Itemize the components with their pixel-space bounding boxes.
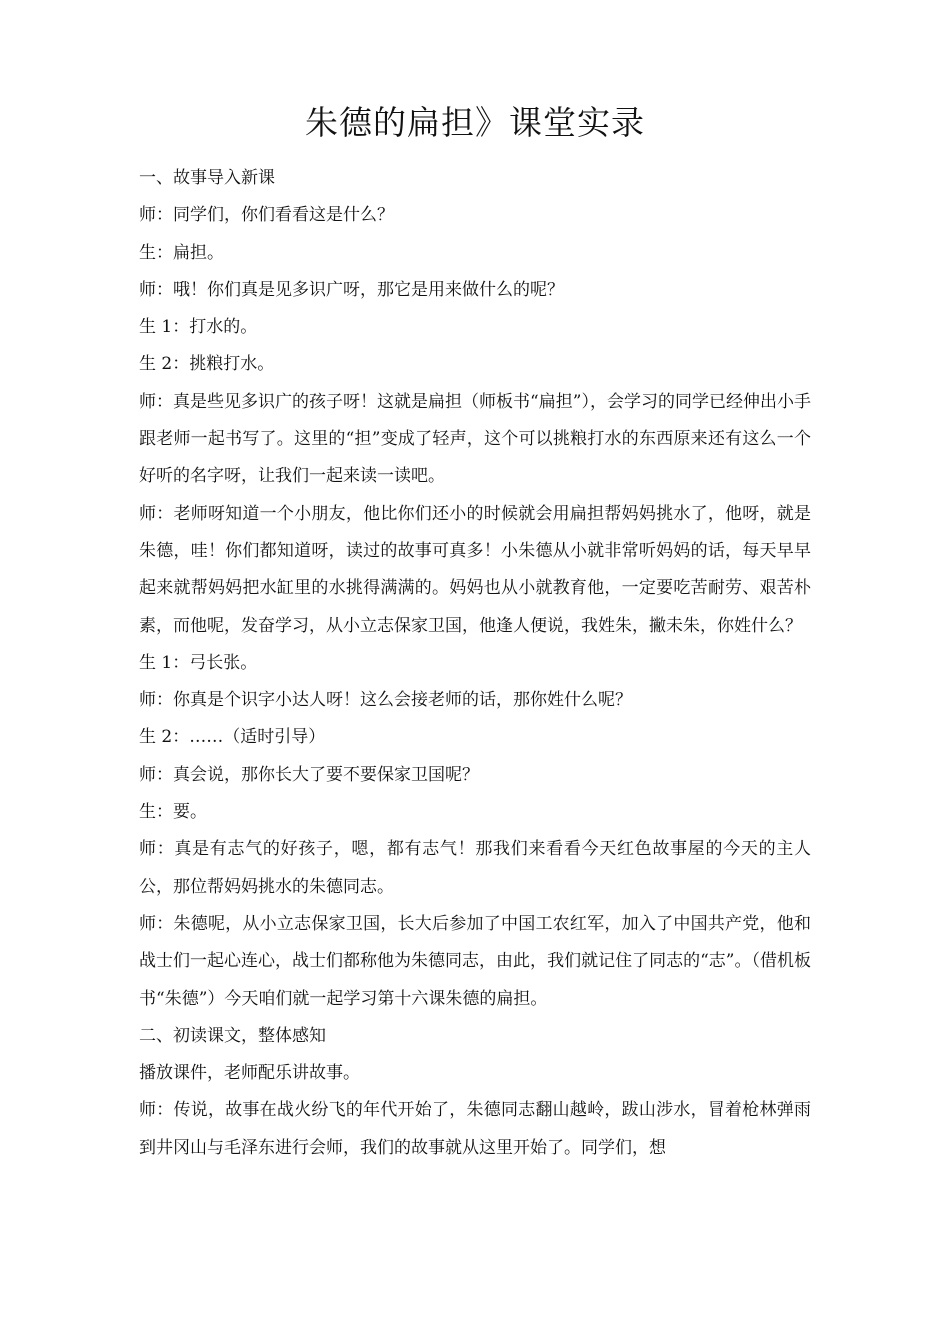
document-title: 朱德的扁担》课堂实录 [305, 103, 645, 142]
dialogue-line: 生：要。 [139, 802, 207, 823]
document-body [139, 160, 811, 1167]
dialogue-line: 师：真是有志气的好孩子，嗯，都有志气！那我们来看看今天红色故事屋的今天的主人公，那位帮妈妈挑水的朱德同志。 [139, 839, 811, 897]
dialogue-line: 生：扁担。 [139, 242, 224, 263]
dialogue-line: 师：真是些见多识广的孩子呀！这就是扁担（师板书“扁担”），会学习的同学已经伸出小手跟老师一起书写了。这里的“担”变成了轻声，这个可以挑粮打水的东西原来还有这么一个好听的名字呀，让我们一起来读一读吧。 [139, 391, 811, 487]
dialogue-line: 师：传说，故事在战火纷飞的年代开始了，朱德同志翻山越岭，跋山涉水，冒着枪林弹雨到井冈山与毛泽东进行会师，我们的故事就从这里开始了。同学们，想 [139, 1100, 811, 1158]
section-heading: 二、初读课文，整体感知 [139, 1025, 326, 1046]
dialogue-line: 生 2：……（适时引导） [139, 727, 326, 748]
dialogue-line: 师：同学们，你们看看这是什么？ [139, 205, 394, 226]
section-heading: 一、故事导入新课 [139, 168, 275, 188]
dialogue-line: 师：你真是个识字小达人呀！这么会接老师的话，那你姓什么呢？ [139, 690, 632, 711]
dialogue-line: 播放课件，老师配乐讲故事。 [139, 1063, 360, 1084]
dialogue-line: 生 1：打水的。 [139, 317, 258, 338]
dialogue-line: 师：真会说，那你长大了要不要保家卫国呢？ [139, 764, 479, 785]
dialogue-line: 师：朱德呢，从小立志保家卫国，长大后参加了中国工农红军，加入了中国共产党，他和战士们一起心连心，战士们都称他为朱德同志，由此，我们就记住了同志的“志”。（借机板书“朱德”）今天咱们就一起学习第十六课朱德的扁担。 [139, 913, 811, 1009]
dialogue-line: 生 1：弓长张。 [139, 652, 258, 673]
dialogue-line: 师：哦！你们真是见多识广呀，那它是用来做什么的呢？ [139, 279, 564, 300]
dialogue-line: 师：老师呀知道一个小朋友，他比你们还小的时候就会用扁担帮妈妈挑水了，他呀，就是朱德，哇！你们都知道呀，读过的故事可真多！小朱德从小就非常听妈妈的话，每天早早起来就帮妈妈把水缸里的水挑得满满的。妈妈也从小就教育他，一定要吃苦耐劳、艰苦朴素，而他呢，发奋学习，从小立志保家卫国，他逢人便说，我姓朱，撇未朱，你姓什么？ [139, 503, 811, 636]
dialogue-line: 生 2：挑粮打水。 [139, 354, 275, 375]
